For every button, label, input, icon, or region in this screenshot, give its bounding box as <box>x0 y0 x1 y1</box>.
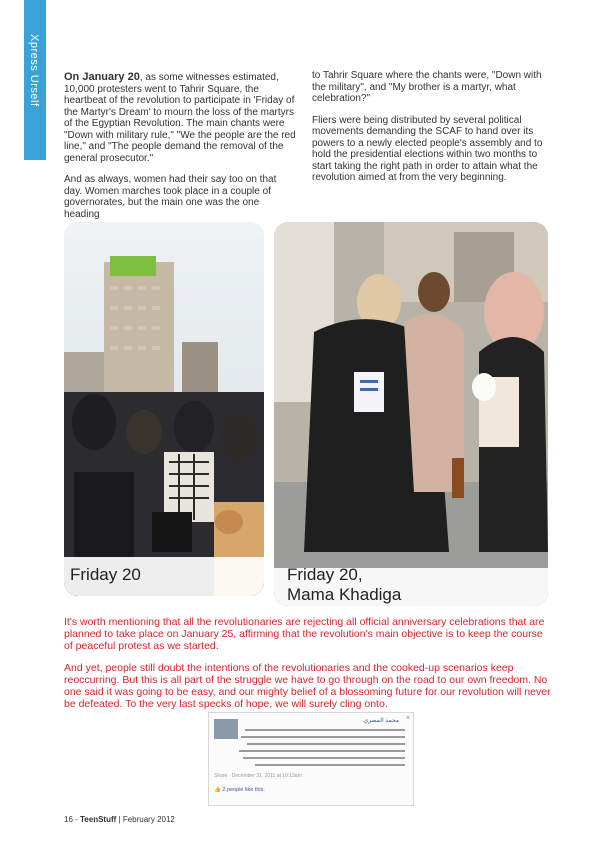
article-paragraph: Fliers were being distributed by several political movements demanding the SCAF to hand over its powers to a newly elected people's assembly and to hold the presidential elections within two months to start taking the right path in order to attain what the revolution aimed at from the very beginning. <box>312 114 543 183</box>
photo-caption-left: Friday 20 <box>70 565 141 584</box>
lead-text: , as some witnesses estimated, 10,000 protesters went to Tahrir Square, the heartbeat of the revolution to participate in 'Friday of the Martyr's Dream' to mourn the loss of the martyrs of the Egyptian Revolution. The main chants were "Down with military rule," "We the people are the red line," and "The people demand the removal of the general prosecutor." <box>64 72 296 164</box>
post-author: محمد المصري <box>363 718 399 724</box>
post-text-line <box>247 743 405 745</box>
photo-mama-khadiga <box>274 222 548 606</box>
post-likes <box>214 787 265 793</box>
photo-caption-right <box>287 565 401 605</box>
body-paragraph: And yet, people still doubt the intentions of the revolutionaries and the cooked-up scenarios keep reoccurring. But this is all part of the struggle we have to go through on the road to our own freedom. No one said it was going to be easy, and our mighty belief of a blossoming future for our revolution will never be defeated. To the very last specks of hope, we will surely cling onto. <box>64 662 551 710</box>
article-paragraph: to Tahrir Square where the chants were, "Down with the military", and "My brother is a martyr, what celebration?" <box>312 70 542 104</box>
body-paragraph: It's worth mentioning that all the revolutionaries are rejecting all official anniversary celebrations that are planned to take place on January 25, affirming that the revolution's main objective is to keep the course of peaceful protest as we started. <box>64 616 545 652</box>
photo-friday-20 <box>64 222 264 596</box>
page-footer <box>64 815 175 824</box>
post-text-line <box>255 764 405 766</box>
page-number: 16 - <box>64 815 81 824</box>
post-meta: Share · December 31, 2011 at 10:13am <box>214 773 302 779</box>
article-paragraph <box>64 72 296 164</box>
lead-date: On January 20 <box>64 71 140 83</box>
magazine-name: TeenStuff <box>80 815 117 824</box>
article-column-left <box>64 72 296 230</box>
caption-line: Friday 20, <box>287 565 363 584</box>
article-paragraph: And as always, women had their say too on that day. Women marches took place in a couple of governorates, but the main one was the one heading <box>64 174 277 220</box>
post-text-line <box>245 729 405 731</box>
crowd-photo-image <box>64 222 264 596</box>
section-title: Xpress Urself <box>28 34 40 107</box>
post-text-line <box>243 757 405 759</box>
post-text-line <box>241 736 405 738</box>
article-body-red <box>64 616 554 720</box>
likes-text: 2 people like this. <box>222 787 265 793</box>
post-text-line <box>239 750 405 752</box>
street-photo-image <box>274 222 548 606</box>
issue-date: | February 2012 <box>116 815 175 824</box>
article-column-right <box>312 70 548 194</box>
caption-line: Mama Khadiga <box>287 585 402 604</box>
facebook-post-screenshot <box>208 712 414 806</box>
thumbs-up-icon: 👍 <box>214 787 221 793</box>
close-icon: × <box>405 715 410 722</box>
section-tab <box>24 0 46 160</box>
